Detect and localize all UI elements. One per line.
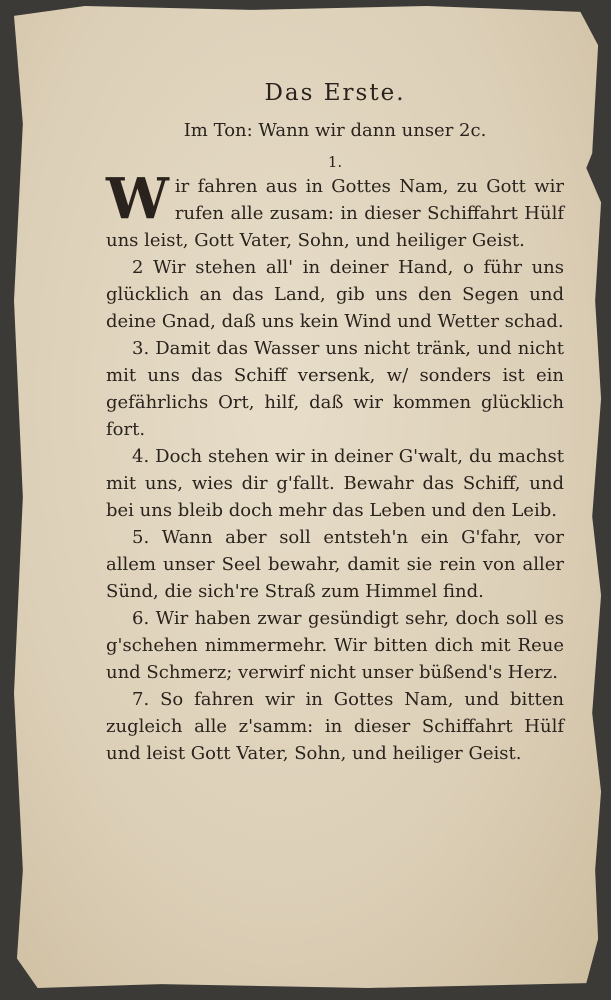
drop-cap: W	[106, 166, 169, 232]
verse-5: 5. Wann aber soll entsteh'n ein G'fahr, vor allem unser Seel bewahr, damit sie rein von aller Sünd, die sich're Straß zum Himmel find.	[106, 527, 564, 602]
hymn-text	[106, 80, 564, 767]
verse-6: 6. Wir haben zwar gesündigt sehr, doch soll es g'schehen nimmermehr. Wir bitten dich mit Reue und Schmerz; verwirf nicht unser büßend's Herz.	[106, 608, 564, 683]
verse-7: 7. So fahren wir in Gottes Nam, und bitten zugleich alle z'samm: in dieser Schiffahrt Hülf und leist Gott Vater, Sohn, und heiliger Geist.	[106, 689, 564, 764]
verse-1-text: ir fahren aus in Gottes Nam, zu Gott wir rufen alle zusam: in dieser Schiffahrt Hülf uns leist, Gott Vater, Sohn, und heiliger Geist.	[106, 176, 564, 251]
hymn-heading: Das Erste.	[264, 80, 406, 106]
verse-1	[106, 166, 564, 254]
tune-line: Im Ton: Wann wir dann unser 2c.	[183, 120, 487, 141]
verse-2: 2 Wir stehen all' in deiner Hand, o führ uns glücklich an das Land, gib uns den Segen und deine Gnad, daß uns kein Wind und Wetter schad.	[106, 257, 564, 332]
verse-3: 3. Damit das Wasser uns nicht tränk, und nicht mit uns das Schiff versenk, w/ sonders ist ein gefährlichs Ort, hilf, daß wir kommen glücklich fort.	[106, 338, 564, 440]
verse-4: 4. Doch stehen wir in deiner G'walt, du machst mit uns, wies dir g'fallt. Bewahr das Schiff, und bei uns bleib doch mehr das Leben und den Leib.	[106, 446, 564, 521]
verse-number-1: 1.	[327, 153, 343, 171]
